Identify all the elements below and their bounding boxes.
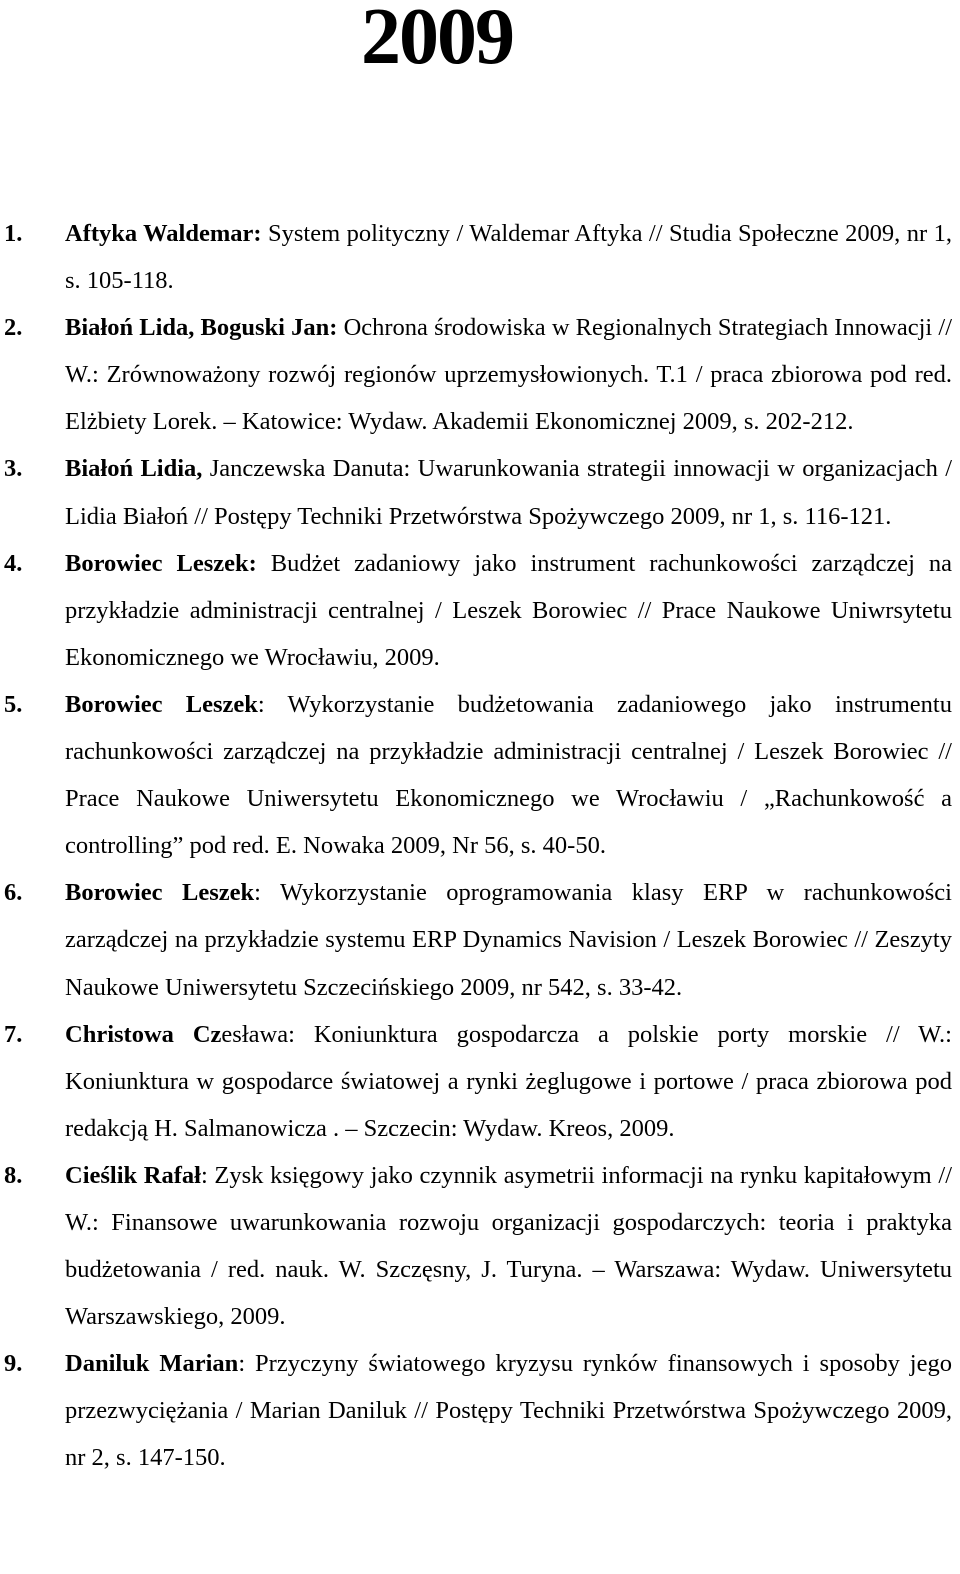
list-item bbox=[0, 869, 960, 1010]
entry-text: System polityczny / Waldemar Aftyka // Studia Społeczne 2009, nr 1, s. 105-118. bbox=[65, 220, 952, 295]
entry-text: Budżet zadaniowy jako instrument rachunkowości zarządczej na przykładzie administracji centralnej / Leszek Borowiec // Prace Naukowe Uniwrsytetu Ekonomicznego we Wrocławiu, 2009. bbox=[65, 549, 952, 671]
entry-author: Borowiec Leszek: bbox=[65, 549, 257, 577]
entry-number: 4. bbox=[4, 549, 23, 577]
entry-number: 2. bbox=[4, 314, 23, 342]
list-item bbox=[0, 1340, 960, 1481]
entry-author: Cieślik Rafał bbox=[65, 1161, 201, 1189]
list-item bbox=[0, 304, 960, 445]
entry-author: Aftyka Waldemar: bbox=[65, 220, 262, 247]
list-item bbox=[0, 445, 960, 539]
entry-text: : Przyczyny światowego kryzysu rynków finansowych i sposoby jego przezwyciężania / Marian Daniluk // Postępy Techniki Przetwórstwa Spożywczego 2009, nr 2, s. 147-150. bbox=[65, 1350, 952, 1472]
entry-author: Christowa Cz bbox=[65, 1020, 222, 1048]
entry-number: 9. bbox=[4, 1350, 23, 1378]
list-item bbox=[0, 540, 960, 681]
entry-author: Daniluk Marian bbox=[65, 1350, 239, 1378]
list-item bbox=[0, 1152, 960, 1340]
entry-number: 6. bbox=[4, 879, 23, 907]
entry-number: 7. bbox=[4, 1020, 23, 1048]
entry-number: 8. bbox=[4, 1161, 23, 1189]
entry-author: Białoń Lidia, bbox=[65, 455, 203, 483]
entry-text: : Zysk księgowy jako czynnik asymetrii informacji na rynku kapitałowym // W.: Finansowe uwarunkowania rozwoju organizacji gospodarczych: teoria i praktyka budżetowania / red. nauk. W. Szczęsny, J. Turyna. – Warszawa: Wydaw. Uniwersytetu Warszawskiego, 2009. bbox=[65, 1161, 952, 1331]
list-item bbox=[0, 681, 960, 869]
entry-text: : Wykorzystanie budżetowania zadaniowego jako instrumentu rachunkowości zarządczej na przykładzie administracji centralnej / Leszek Borowiec // Prace Naukowe Uniwersytetu Ekonomicznego we Wrocławiu / „Rachunkowość a controlling” pod red. E. Nowaka 2009, Nr 56, s. 40-50. bbox=[65, 690, 952, 860]
entry-text: : Wykorzystanie oprogramowania klasy ERP w rachunkowości zarządczej na przykładzie systemu ERP Dynamics Navision / Leszek Borowiec // Zeszyty Naukowe Uniwersytetu Szczecińskiego 2009, nr 542, s. 33-42. bbox=[65, 879, 952, 1001]
entry-author: Borowiec Leszek bbox=[65, 690, 258, 718]
entry-text: Janczewska Danuta: Uwarunkowania strategii innowacji w organizacjach / Lidia Białoń // Postępy Techniki Przetwórstwa Spożywczego 2009, nr 1, s. 116-121. bbox=[65, 455, 952, 530]
entry-author: Białoń Lida, Boguski Jan: bbox=[65, 314, 338, 342]
bibliography-list bbox=[0, 210, 960, 1482]
entry-number: 5. bbox=[4, 690, 23, 718]
list-item bbox=[0, 210, 960, 304]
entry-number: 1. bbox=[4, 220, 23, 247]
entry-author: Borowiec Leszek bbox=[65, 879, 255, 907]
page-title: 2009 bbox=[361, 0, 513, 81]
entry-text: Ochrona środowiska w Regionalnych Strategiach Innowacji // W.: Zrównoważony rozwój regionów uprzemysłowionych. T.1 / praca zbiorowa pod red. Elżbiety Lorek. – Katowice: Wydaw. Akademii Ekonomicznej 2009, s. 202-212. bbox=[65, 314, 952, 436]
list-item bbox=[0, 1011, 960, 1152]
entry-text: esława: Koniunktura gospodarcza a polskie porty morskie // W.: Koniunktura w gospodarce światowej a rynki żeglugowe i portowe / praca zbiorowa pod redakcją H. Salmanowicza . – Szczecin: Wydaw. Kreos, 2009. bbox=[65, 1020, 952, 1142]
entry-number: 3. bbox=[4, 455, 23, 483]
